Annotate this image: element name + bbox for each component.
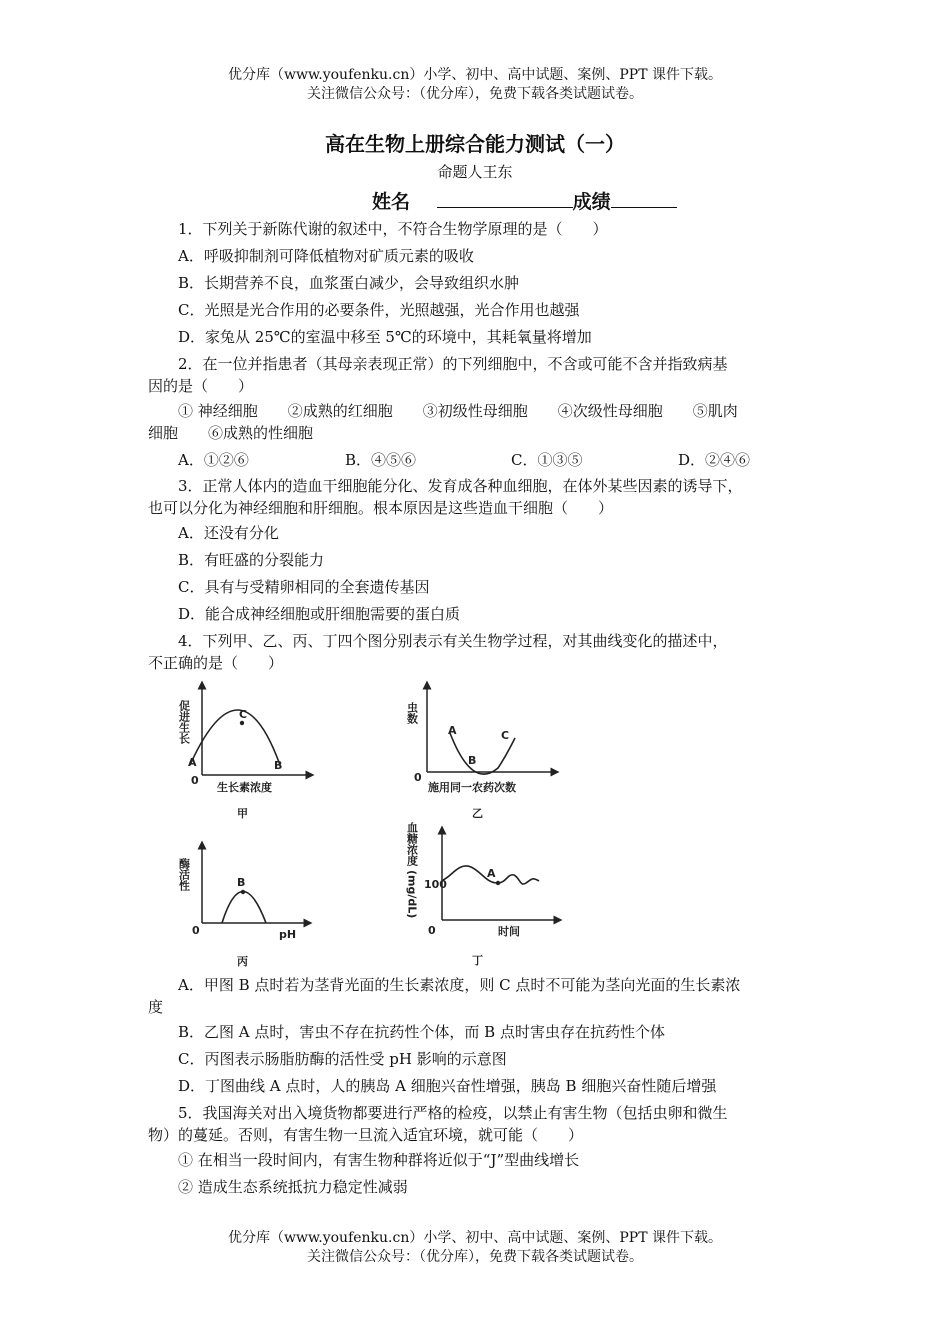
q5-item-2: ② 造成生态系统抵抗力稳定性减弱 — [178, 1178, 408, 1196]
q1-stem: 1．下列关于新陈代谢的叙述中，不符合生物学原理的是（ ） — [178, 220, 608, 238]
q1-option-b: B．长期营养不良，血浆蛋白减少，会导致组织水肿 — [178, 274, 520, 292]
jia-label-c: C — [239, 708, 248, 721]
q5-stem-1: 5．我国海关对出入境货物都要进行严格的检疫，以禁止有害生物（包括虫卵和微生 — [178, 1104, 728, 1122]
author-line: 命题人王东 — [437, 163, 513, 181]
score-blank — [611, 189, 677, 208]
q4-option-c: C．丙图表示肠脂肪酶的活性受 pH 影响的示意图 — [178, 1050, 507, 1068]
q2-items-1: ① 神经细胞 ②成熟的红细胞 ③初级性母细胞 ④次级性母细胞 ⑤肌肉 — [178, 402, 738, 420]
yi-origin: 0 — [414, 771, 422, 784]
name-label: 姓名 — [372, 191, 411, 213]
q2-option-b: B．④⑤⑥ — [345, 451, 417, 469]
graph-ding — [406, 821, 559, 967]
bing-ylabel: 酶活性 — [177, 858, 191, 891]
q5-stem-2: 物）的蔓延。否则，有害生物一旦流入适宜环境，就可能（ ） — [148, 1126, 584, 1144]
q2-stem-2: 因的是（ ） — [148, 377, 254, 395]
jia-curve — [190, 710, 280, 765]
q2-stem-1: 2．在一位并指患者（其母亲表现正常）的下列细胞中，不含或可能不含并指致病基 — [178, 355, 728, 373]
q2-option-c: C．①③⑤ — [511, 451, 583, 469]
jia-xlabel: 生长素浓度 — [217, 781, 272, 794]
ding-origin: 0 — [428, 924, 436, 937]
footer-line-1: 优分库（www.youfenku.cn）小学、初中、高中试题、案例、PPT 课件下载。 — [227, 1230, 722, 1246]
ding-tick-100: 100 — [424, 878, 447, 891]
bing-origin: 0 — [192, 924, 200, 937]
header-line-1: 优分库（www.youfenku.cn）小学、初中、高中试题、案例、PPT 课件下载。 — [227, 67, 722, 83]
ding-ylabel: 血糖浓度 — [405, 822, 419, 866]
ding-xlabel: 时间 — [498, 925, 520, 938]
yi-label-a: A — [448, 724, 457, 737]
q4-option-a-1: A．甲图 B 点时若为茎背光面的生长素浓度，则 C 点时不可能为茎向光面的生长素浓 — [178, 976, 741, 994]
q2-option-d: D．②④⑥ — [678, 451, 751, 469]
jia-origin: 0 — [191, 774, 199, 787]
name-blank — [437, 189, 573, 208]
q4-option-d: D．丁图曲线 A 点时，人的胰岛 A 细胞兴奋性增强，胰岛 B 细胞兴奋性随后增强 — [178, 1077, 717, 1095]
q2-option-a: A．①②⑥ — [178, 451, 249, 469]
ding-label-a: A — [487, 867, 496, 880]
yi-label-c: C — [501, 729, 510, 742]
jia-label-a: A — [188, 756, 197, 769]
q4-figures — [177, 680, 580, 980]
q1-option-a: A．呼吸抑制剂可降低植物对矿质元素的吸收 — [178, 247, 474, 265]
bing-point-b — [241, 890, 245, 894]
score-label: 成绩 — [572, 191, 611, 213]
jia-ylabel: 促进生长 — [177, 700, 191, 744]
ding-caption: 丁 — [472, 954, 483, 967]
q4-stem-1: 4．下列甲、乙、丙、丁四个图分别表示有关生物学过程，对其曲线变化的描述中， — [178, 632, 728, 650]
q3-stem-1: 3．正常人体内的造血干细胞能分化、发育成各种血细胞，在体外某些因素的诱导下， — [178, 477, 743, 495]
q1-option-d: D．家兔从 25℃的室温中移至 5℃的环境中，其耗氧量将增加 — [178, 328, 592, 346]
jia-caption: 甲 — [237, 807, 248, 820]
q4-stem-2: 不正确的是（ ） — [148, 654, 284, 672]
yi-caption: 乙 — [472, 807, 483, 820]
q3-option-d: D．能合成神经细胞或肝细胞需要的蛋白质 — [178, 605, 461, 623]
jia-point-c — [240, 721, 244, 725]
bing-xlabel: pH — [279, 928, 297, 941]
page-title: 高在生物上册综合能力测试（一） — [325, 132, 625, 156]
graph-yi — [406, 685, 556, 820]
q3-option-c: C．具有与受精卵相同的全套遗传基因 — [178, 578, 430, 596]
q1-option-c: C．光照是光合作用的必要条件，光照越强，光合作用也越强 — [178, 301, 580, 319]
jia-label-b: B — [274, 759, 283, 772]
bing-curve — [222, 892, 266, 924]
ding-unit: (mg/dL) — [405, 870, 419, 919]
header-line-2: 关注微信公众号：（优分库），免费下载各类试题试卷。 — [307, 86, 643, 102]
q4-option-a-2: 度 — [148, 998, 164, 1016]
q2-items-2: 细胞 ⑥成熟的性细胞 — [148, 424, 314, 442]
yi-label-b: B — [468, 754, 477, 767]
graph-jia — [178, 685, 311, 820]
name-score-line — [372, 187, 677, 214]
q3-stem-2: 也可以分化为神经细胞和肝细胞。根本原因是这些造血干细胞（ ） — [148, 499, 614, 517]
yi-xlabel: 施用同一农药次数 — [428, 781, 516, 794]
graph-bing — [178, 845, 309, 968]
q5-item-1: ① 在相当一段时间内，有害生物种群将近似于“J”型曲线增长 — [178, 1151, 580, 1169]
footer-line-2: 关注微信公众号：（优分库），免费下载各类试题试卷。 — [307, 1249, 643, 1265]
q4-option-b: B．乙图 A 点时，害虫不存在抗药性个体，而 B 点时害虫存在抗药性个体 — [178, 1023, 665, 1041]
bing-caption: 丙 — [237, 955, 248, 968]
q3-option-a: A．还没有分化 — [178, 524, 279, 542]
q3-option-b: B．有旺盛的分裂能力 — [178, 551, 325, 569]
yi-ylabel: 虫数 — [405, 702, 419, 724]
ding-point-a — [496, 881, 500, 885]
bing-label-b: B — [237, 876, 246, 889]
